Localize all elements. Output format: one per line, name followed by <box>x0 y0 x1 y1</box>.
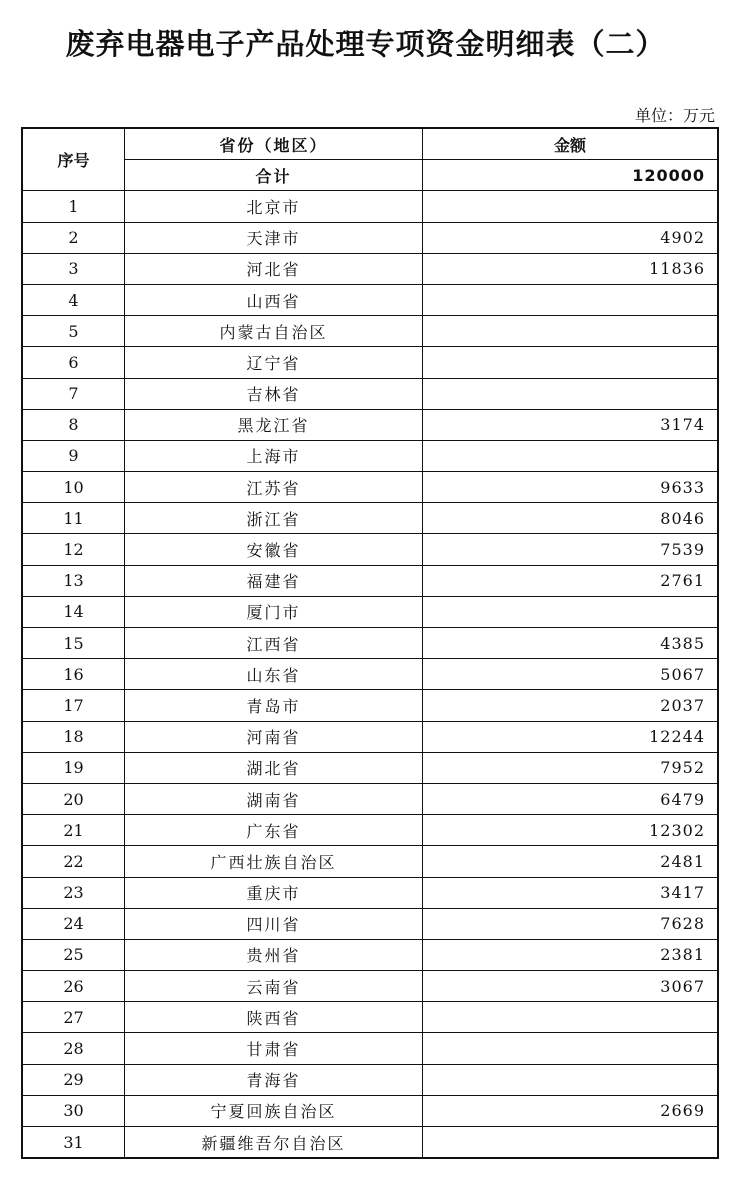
row-province: 内蒙古自治区 <box>125 316 423 347</box>
table-row <box>22 222 718 253</box>
table-header <box>22 128 718 191</box>
table-row <box>22 409 718 440</box>
row-province: 陕西省 <box>125 1002 423 1033</box>
row-number: 25 <box>22 939 125 970</box>
row-province: 甘肃省 <box>125 1033 423 1064</box>
table-row <box>22 1033 718 1064</box>
row-number: 30 <box>22 1095 125 1126</box>
row-province: 四川省 <box>125 908 423 939</box>
row-amount: 2037 <box>423 690 719 721</box>
row-amount: 2669 <box>423 1095 719 1126</box>
table-row <box>22 1127 718 1159</box>
table-row <box>22 908 718 939</box>
row-number: 13 <box>22 565 125 596</box>
table-row <box>22 534 718 565</box>
row-number: 21 <box>22 815 125 846</box>
row-amount: 11836 <box>423 253 719 284</box>
row-amount <box>423 440 719 471</box>
table-row <box>22 752 718 783</box>
row-province: 贵州省 <box>125 939 423 970</box>
header-amount: 金额 <box>423 128 719 160</box>
row-number: 15 <box>22 628 125 659</box>
row-number: 12 <box>22 534 125 565</box>
table-row <box>22 690 718 721</box>
row-number: 24 <box>22 908 125 939</box>
row-number: 18 <box>22 721 125 752</box>
table-row <box>22 815 718 846</box>
row-number: 29 <box>22 1064 125 1095</box>
funding-table <box>21 127 719 1159</box>
table-row <box>22 846 718 877</box>
row-amount: 12244 <box>423 721 719 752</box>
row-amount <box>423 378 719 409</box>
row-province: 安徽省 <box>125 534 423 565</box>
row-amount <box>423 1064 719 1095</box>
row-amount <box>423 316 719 347</box>
row-number: 6 <box>22 347 125 378</box>
row-amount <box>423 596 719 627</box>
row-province: 厦门市 <box>125 596 423 627</box>
total-label: 合计 <box>125 160 423 191</box>
row-amount <box>423 1002 719 1033</box>
row-province: 福建省 <box>125 565 423 596</box>
unit-label: 单位：万元 <box>634 106 715 125</box>
row-province: 江苏省 <box>125 472 423 503</box>
row-number: 19 <box>22 752 125 783</box>
row-province: 新疆维吾尔自治区 <box>125 1127 423 1159</box>
row-province: 云南省 <box>125 971 423 1002</box>
header-no: 序号 <box>22 128 125 191</box>
table-row <box>22 596 718 627</box>
row-province: 江西省 <box>125 628 423 659</box>
row-province: 青岛市 <box>125 690 423 721</box>
row-amount <box>423 191 719 222</box>
row-number: 22 <box>22 846 125 877</box>
table-row <box>22 877 718 908</box>
table-row <box>22 440 718 471</box>
row-amount: 8046 <box>423 503 719 534</box>
table-row <box>22 253 718 284</box>
row-amount: 12302 <box>423 815 719 846</box>
row-number: 26 <box>22 971 125 1002</box>
table-row <box>22 316 718 347</box>
table-row <box>22 284 718 315</box>
row-province: 广西壮族自治区 <box>125 846 423 877</box>
row-number: 9 <box>22 440 125 471</box>
table-row <box>22 503 718 534</box>
row-amount <box>423 347 719 378</box>
row-province: 河北省 <box>125 253 423 284</box>
table-row <box>22 472 718 503</box>
row-province: 湖南省 <box>125 783 423 814</box>
row-amount <box>423 1033 719 1064</box>
table-row <box>22 783 718 814</box>
row-number: 8 <box>22 409 125 440</box>
table-row <box>22 721 718 752</box>
row-province: 广东省 <box>125 815 423 846</box>
page-title: 废弃电器电子产品处理专项资金明细表（二） <box>65 27 666 61</box>
row-province: 宁夏回族自治区 <box>125 1095 423 1126</box>
total-row <box>22 160 718 191</box>
table-row <box>22 628 718 659</box>
table-row <box>22 1002 718 1033</box>
row-province: 黑龙江省 <box>125 409 423 440</box>
table-row <box>22 378 718 409</box>
row-amount: 7628 <box>423 908 719 939</box>
table-row <box>22 971 718 1002</box>
row-province: 重庆市 <box>125 877 423 908</box>
row-number: 3 <box>22 253 125 284</box>
row-province: 湖北省 <box>125 752 423 783</box>
row-number: 10 <box>22 472 125 503</box>
row-province: 天津市 <box>125 222 423 253</box>
row-province: 吉林省 <box>125 378 423 409</box>
row-amount: 5067 <box>423 659 719 690</box>
row-province: 浙江省 <box>125 503 423 534</box>
row-amount: 2481 <box>423 846 719 877</box>
row-amount: 3174 <box>423 409 719 440</box>
row-number: 28 <box>22 1033 125 1064</box>
row-province: 青海省 <box>125 1064 423 1095</box>
row-number: 20 <box>22 783 125 814</box>
row-number: 4 <box>22 284 125 315</box>
header-province: 省份（地区） <box>125 128 423 160</box>
row-amount: 4902 <box>423 222 719 253</box>
row-amount: 7952 <box>423 752 719 783</box>
row-number: 7 <box>22 378 125 409</box>
table-row <box>22 565 718 596</box>
table-body <box>22 191 718 1158</box>
row-number: 23 <box>22 877 125 908</box>
row-amount: 3067 <box>423 971 719 1002</box>
row-amount: 4385 <box>423 628 719 659</box>
row-province: 山西省 <box>125 284 423 315</box>
table-row <box>22 659 718 690</box>
row-number: 31 <box>22 1127 125 1159</box>
row-province: 辽宁省 <box>125 347 423 378</box>
table-row <box>22 939 718 970</box>
row-amount <box>423 284 719 315</box>
row-province: 上海市 <box>125 440 423 471</box>
total-value: 120000 <box>423 160 719 191</box>
header-row <box>22 128 718 160</box>
table-row <box>22 1095 718 1126</box>
row-number: 27 <box>22 1002 125 1033</box>
row-number: 14 <box>22 596 125 627</box>
row-number: 11 <box>22 503 125 534</box>
row-amount: 9633 <box>423 472 719 503</box>
table-row <box>22 191 718 222</box>
row-amount: 2381 <box>423 939 719 970</box>
row-amount: 2761 <box>423 565 719 596</box>
row-number: 1 <box>22 191 125 222</box>
table-row <box>22 347 718 378</box>
row-number: 17 <box>22 690 125 721</box>
table-row <box>22 1064 718 1095</box>
row-number: 2 <box>22 222 125 253</box>
row-number: 5 <box>22 316 125 347</box>
row-amount <box>423 1127 719 1159</box>
row-amount: 3417 <box>423 877 719 908</box>
row-amount: 7539 <box>423 534 719 565</box>
row-province: 北京市 <box>125 191 423 222</box>
row-province: 山东省 <box>125 659 423 690</box>
row-amount: 6479 <box>423 783 719 814</box>
row-province: 河南省 <box>125 721 423 752</box>
row-number: 16 <box>22 659 125 690</box>
